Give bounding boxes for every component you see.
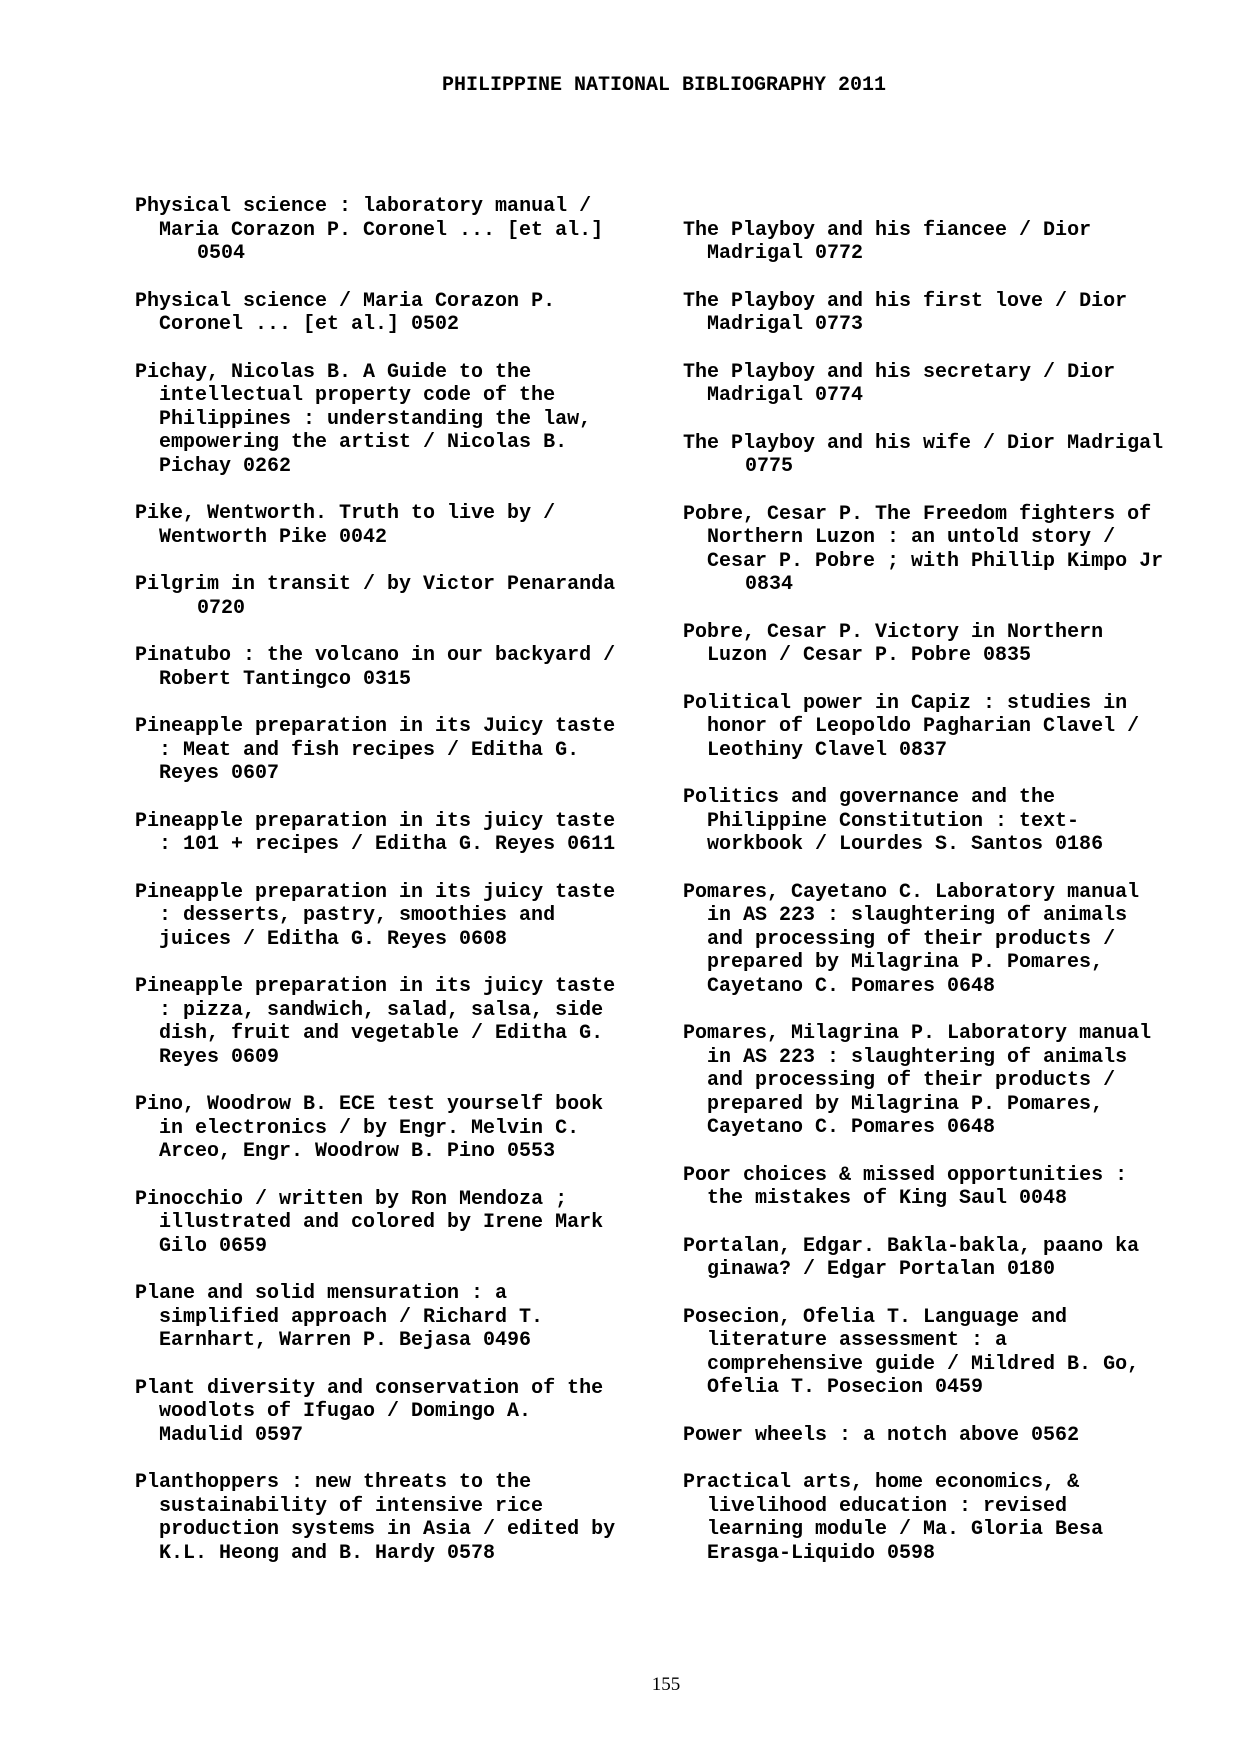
entry-line: Arceo, Engr. Woodrow B. Pino 0553	[159, 1140, 556, 1163]
entry-line: : desserts, pastry, smoothies and	[159, 904, 556, 927]
entry-line: Madrigal 0772	[707, 242, 864, 265]
entry-line: illustrated and colored by Irene Mark	[159, 1211, 604, 1234]
bibliography-entry	[683, 219, 1203, 266]
bibliography-entry	[135, 1188, 665, 1259]
entry-line: juices / Editha G. Reyes 0608	[159, 927, 508, 951]
right-column	[683, 219, 1203, 1590]
entry-line: Cayetano C. Pomares 0648	[707, 974, 996, 998]
entry-line: Pinocchio / written by Ron Mendoza ;	[135, 1187, 568, 1211]
entry-line: prepared by Milagrina P. Pomares,	[707, 951, 1104, 974]
entry-line: The Playboy and his secretary / Dior	[683, 360, 1116, 384]
entry-line: learning module / Ma. Gloria Besa	[707, 1518, 1104, 1541]
entry-line: Pineapple preparation in its juicy taste	[135, 975, 616, 998]
bibliography-entry	[135, 195, 665, 266]
entry-line: Pike, Wentworth. Truth to live by /	[135, 502, 556, 525]
entry-line: Ofelia T. Posecion 0459	[707, 1376, 984, 1399]
entry-line: Leothiny Clavel 0837	[707, 738, 948, 762]
entry-line: in AS 223 : slaughtering of animals	[707, 1045, 1128, 1069]
entry-line: Physical science : laboratory manual /	[135, 195, 592, 218]
bibliography-entry	[683, 1306, 1203, 1400]
bibliography-entry	[135, 573, 665, 620]
entry-line: prepared by Milagrina P. Pomares,	[707, 1092, 1104, 1116]
bibliography-entry	[135, 881, 665, 952]
entry-line: Northern Luzon : an untold story /	[707, 526, 1116, 549]
bibliography-entry	[683, 786, 1203, 857]
bibliography-entry	[683, 1471, 1203, 1565]
entry-line: Philippine Constitution : text-	[707, 809, 1080, 833]
entry-line: Madrigal 0774	[707, 384, 864, 407]
bibliography-entry	[683, 621, 1203, 668]
bibliography-entry	[135, 361, 665, 479]
entry-line: Pineapple preparation in its Juicy taste	[135, 715, 616, 738]
bibliography-entry	[683, 1235, 1203, 1282]
bibliography-entry	[135, 502, 665, 549]
entry-line: intellectual property code of the	[159, 384, 556, 407]
entry-line: Coronel ... [et al.] 0502	[159, 313, 460, 336]
entry-line: Cesar P. Pobre ; with Phillip Kimpo Jr	[707, 549, 1164, 573]
entry-line: Reyes 0609	[159, 1045, 280, 1069]
bibliography-entry	[135, 810, 665, 857]
entry-line: Pineapple preparation in its juicy taste	[135, 880, 616, 904]
entry-line: 0504	[197, 242, 246, 265]
entry-line: Cayetano C. Pomares 0648	[707, 1116, 996, 1139]
entry-line: Pobre, Cesar P. The Freedom fighters of	[683, 502, 1152, 526]
bibliography-entry	[683, 1424, 1203, 1448]
entry-line: Pilgrim in transit / by Victor Penaranda	[135, 573, 616, 596]
bibliography-entry	[135, 1093, 665, 1164]
entry-line: The Playboy and his first love / Dior	[683, 289, 1128, 313]
bibliography-entry	[135, 975, 665, 1069]
entry-line: : pizza, sandwich, salad, salsa, side	[159, 998, 604, 1022]
entry-line: Plane and solid mensuration : a	[135, 1282, 508, 1305]
entry-line: Pinatubo : the volcano in our backyard /	[135, 644, 616, 667]
entry-line: Erasga-Liquido 0598	[707, 1541, 936, 1565]
entry-line: Pobre, Cesar P. Victory in Northern	[683, 620, 1104, 644]
bibliography-entry	[135, 290, 665, 337]
left-column	[135, 195, 665, 1589]
entry-line: Gilo 0659	[159, 1234, 268, 1258]
entry-line: the mistakes of King Saul 0048	[707, 1187, 1068, 1210]
entry-line: Madulid 0597	[159, 1423, 304, 1447]
entry-line: Practical arts, home economics, &	[683, 1471, 1080, 1494]
bibliography-entry	[135, 644, 665, 691]
entry-line: Madrigal 0773	[707, 313, 864, 336]
entry-line: literature assessment : a	[707, 1329, 1008, 1352]
entry-line: Plant diversity and conservation of the	[135, 1376, 604, 1400]
entry-line: Pomares, Milagrina P. Laboratory manual	[683, 1022, 1152, 1045]
entry-line: Pino, Woodrow B. ECE test yourself book	[135, 1093, 604, 1116]
entry-line: Wentworth Pike 0042	[159, 525, 388, 549]
entry-line: production systems in Asia / edited by	[159, 1518, 616, 1541]
bibliography-entry	[135, 1377, 665, 1448]
entry-line: : Meat and fish recipes / Editha G.	[159, 738, 580, 762]
entry-line: in electronics / by Engr. Melvin C.	[159, 1116, 580, 1140]
entry-line: Reyes 0607	[159, 762, 280, 785]
bibliography-entry	[135, 1282, 665, 1353]
bibliography-entry	[683, 361, 1203, 408]
entry-line: : 101 + recipes / Editha G. Reyes 0611	[159, 833, 616, 856]
entry-line: comprehensive guide / Mildred B. Go,	[707, 1352, 1140, 1376]
entry-line: 0834	[745, 573, 794, 596]
entry-line: Pichay 0262	[159, 454, 292, 478]
entry-line: Earnhart, Warren P. Bejasa 0496	[159, 1329, 532, 1352]
entry-line: and processing of their products /	[707, 1069, 1116, 1092]
entry-line: Pomares, Cayetano C. Laboratory manual	[683, 880, 1140, 904]
running-header: PHILIPPINE NATIONAL BIBLIOGRAPHY 2011	[441, 74, 887, 97]
bibliography-entry	[683, 432, 1203, 479]
entry-line: Poor choices & missed opportunities :	[683, 1163, 1128, 1187]
entry-line: ginawa? / Edgar Portalan 0180	[707, 1258, 1056, 1281]
entry-line: Philippines : understanding the law,	[159, 407, 592, 431]
entry-line: K.L. Heong and B. Hardy 0578	[159, 1541, 496, 1565]
entry-line: honor of Leopoldo Pagharian Clavel /	[707, 715, 1140, 738]
entry-line: 0775	[745, 455, 794, 478]
entry-line: dish, fruit and vegetable / Editha G.	[159, 1022, 604, 1045]
entry-line: in AS 223 : slaughtering of animals	[707, 904, 1128, 927]
entry-line: The Playboy and his fiancee / Dior	[683, 218, 1092, 242]
bibliography-entry	[683, 290, 1203, 337]
entry-line: livelihood education : revised	[707, 1494, 1068, 1518]
entry-line: Maria Corazon P. Coronel ... [et al.]	[159, 218, 604, 242]
entry-line: The Playboy and his wife / Dior Madrigal	[683, 431, 1164, 455]
bibliography-entry	[683, 692, 1203, 763]
entry-line: empowering the artist / Nicolas B.	[159, 431, 568, 454]
bibliography-entry	[683, 1164, 1203, 1211]
entry-line: Robert Tantingco 0315	[159, 667, 412, 691]
entry-line: simplified approach / Richard T.	[159, 1305, 544, 1329]
entry-line: workbook / Lourdes S. Santos 0186	[707, 833, 1104, 856]
entry-line: Pineapple preparation in its juicy taste	[135, 809, 616, 833]
entry-line: Portalan, Edgar. Bakla-bakla, paano ka	[683, 1234, 1140, 1258]
bibliography-entry	[683, 1022, 1203, 1140]
entry-line: Planthoppers : new threats to the	[135, 1471, 532, 1494]
entry-line: Pichay, Nicolas B. A Guide to the	[135, 360, 532, 384]
entry-line: Power wheels : a notch above 0562	[683, 1423, 1080, 1447]
bibliography-entry	[683, 881, 1203, 999]
entry-line: Politics and governance and the	[683, 786, 1056, 809]
entry-line: Physical science / Maria Corazon P.	[135, 289, 556, 313]
bibliography-entry	[683, 503, 1203, 597]
entry-line: Posecion, Ofelia T. Language and	[683, 1305, 1068, 1329]
bibliography-entry	[135, 1471, 665, 1565]
entry-line: sustainability of intensive rice	[159, 1494, 544, 1518]
entry-line: and processing of their products /	[707, 927, 1116, 951]
bibliography-entry	[135, 715, 665, 786]
entry-line: Political power in Capiz : studies in	[683, 691, 1128, 715]
page-number: 155	[651, 1674, 681, 1695]
entry-line: Luzon / Cesar P. Pobre 0835	[707, 644, 1032, 667]
entry-line: woodlots of Ifugao / Domingo A.	[159, 1400, 532, 1423]
entry-line: 0720	[197, 596, 246, 620]
